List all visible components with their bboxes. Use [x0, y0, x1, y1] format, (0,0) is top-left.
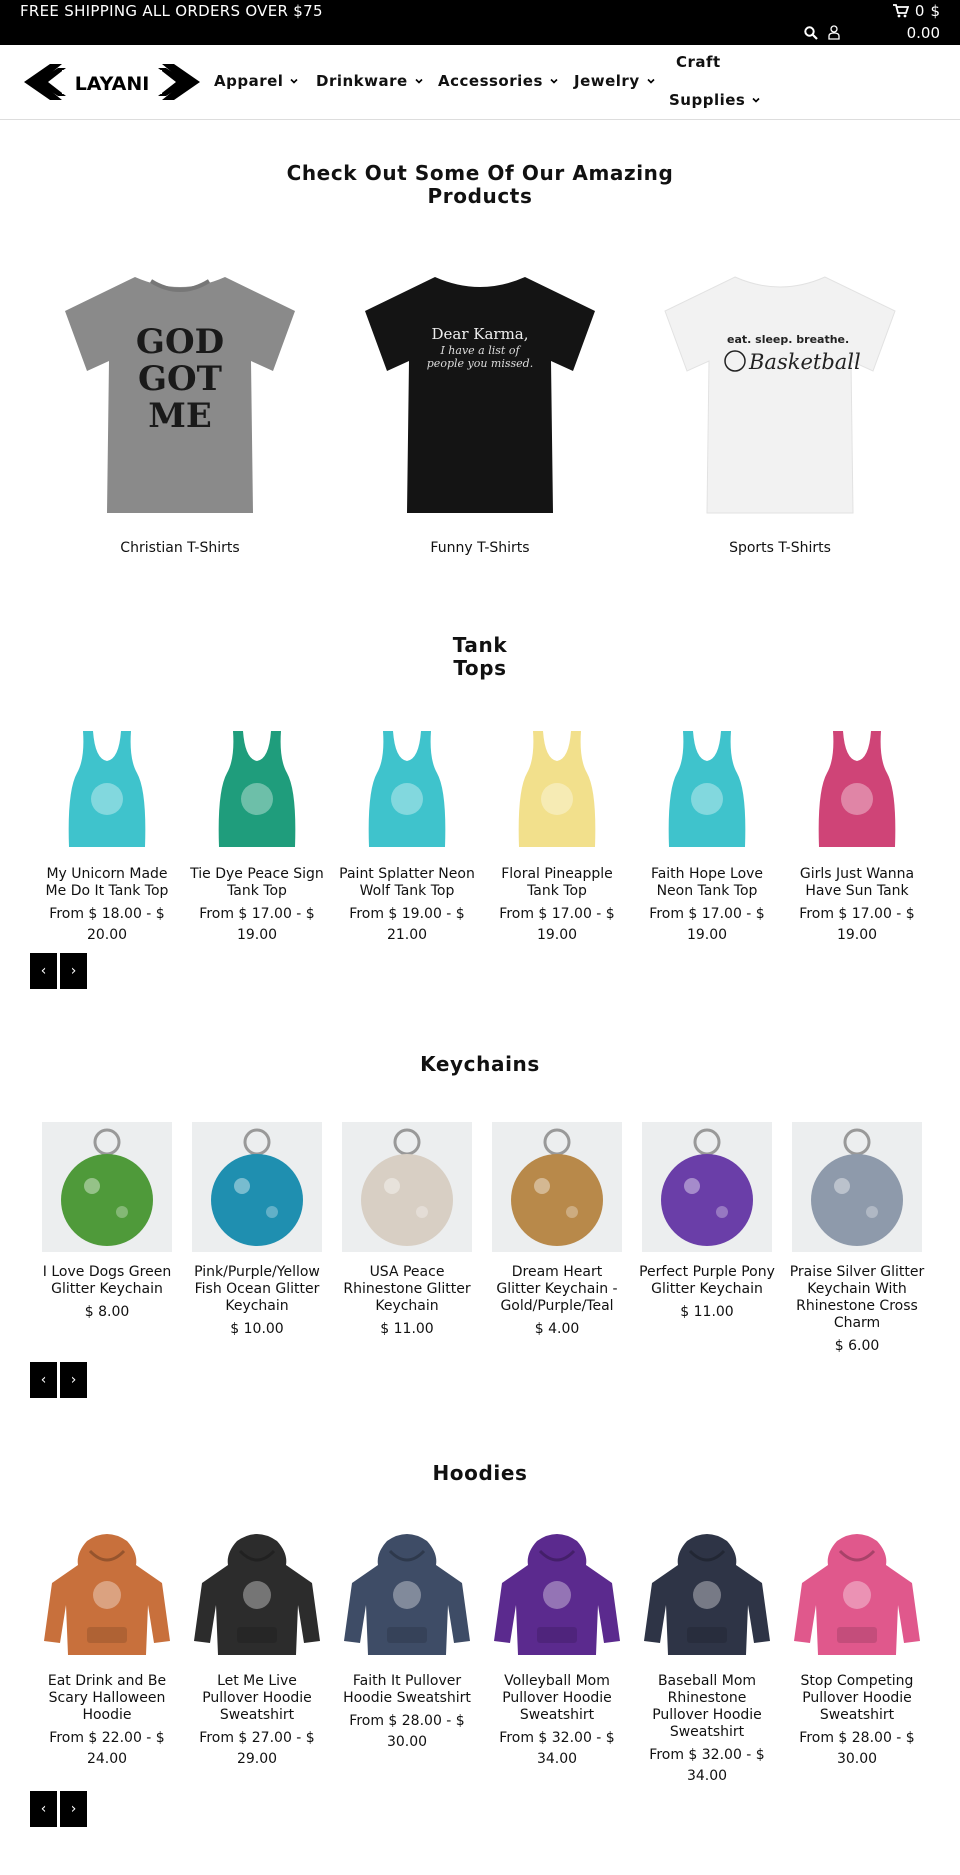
price-range-start: From $ 17.00 - $: [499, 906, 615, 922]
product-price: [788, 1336, 926, 1357]
product-card[interactable]: [788, 724, 926, 946]
product-image[interactable]: [492, 1122, 622, 1252]
product-card[interactable]: [788, 1531, 926, 1770]
price-value: $ 11.00: [680, 1304, 734, 1320]
product-image[interactable]: [792, 724, 922, 854]
shirt-print-line2: I have a list of: [440, 344, 520, 357]
product-image[interactable]: [192, 1531, 322, 1661]
product-image[interactable]: [642, 1122, 772, 1252]
feature-sports[interactable]: [645, 258, 915, 556]
product-name[interactable]: My Unicorn Made Me Do It Tank Top: [45, 866, 169, 899]
product-name[interactable]: Paint Splatter Neon Wolf Tank Top: [339, 866, 475, 899]
product-image[interactable]: [342, 724, 472, 854]
product-name[interactable]: USA Peace Rhinestone Glitter Keychain: [343, 1264, 471, 1314]
product-name[interactable]: Pink/Purple/Yellow Fish Ocean Glitter Keychain: [194, 1264, 320, 1314]
nav-craft-label: Craft: [676, 53, 721, 71]
free-shipping-text: FREE SHIPPING ALL ORDERS OVER $75: [20, 2, 323, 20]
carousel-prev-button[interactable]: ‹: [30, 1362, 57, 1398]
product-image[interactable]: [792, 1122, 922, 1252]
shirt-print-line2: GOT: [138, 359, 222, 399]
product-image[interactable]: [492, 1531, 622, 1661]
feature-christian[interactable]: [45, 258, 315, 556]
product-card[interactable]: [188, 1122, 326, 1340]
price-range-end: 34.00: [536, 1751, 578, 1767]
carousel-next-button[interactable]: ›: [60, 1362, 87, 1398]
cart-summary[interactable]: [893, 2, 940, 20]
featured-title: [0, 162, 960, 208]
product-name[interactable]: Eat Drink and Be Scary Halloween Hoodie: [47, 1673, 167, 1723]
price-value: $ 8.00: [84, 1304, 130, 1320]
feature-caption[interactable]: Christian T-Shirts: [120, 540, 240, 556]
cart-total: 0.00: [906, 24, 940, 42]
tshirt-image[interactable]: [645, 258, 915, 528]
keychains-title: Keychains: [420, 1052, 540, 1076]
nav-drinkware[interactable]: [316, 72, 424, 90]
product-card[interactable]: [488, 1531, 626, 1770]
tshirt-image[interactable]: [345, 258, 615, 528]
user-icon[interactable]: [828, 25, 840, 40]
cart-icon[interactable]: [893, 4, 909, 18]
chevron-down-icon: [646, 76, 656, 86]
product-price: [38, 904, 176, 946]
tank-carousel-controls: [30, 953, 87, 989]
feature-caption[interactable]: Sports T-Shirts: [729, 540, 831, 556]
product-image[interactable]: [642, 1531, 772, 1661]
product-image[interactable]: [342, 1531, 472, 1661]
product-card[interactable]: [638, 724, 776, 946]
tank-tops-title: [0, 634, 960, 680]
product-card[interactable]: [38, 1531, 176, 1770]
product-card[interactable]: [338, 1531, 476, 1753]
product-image[interactable]: [342, 1122, 472, 1252]
price-range-start: From $ 17.00 - $: [199, 906, 315, 922]
nav-jewelry-label: Jewelry: [574, 72, 640, 90]
product-price: [338, 1319, 476, 1340]
feature-caption[interactable]: Funny T-Shirts: [430, 540, 530, 556]
product-name[interactable]: Stop Competing Pullover Hoodie Sweatshirt: [800, 1673, 914, 1723]
product-card[interactable]: [338, 724, 476, 946]
shirt-print-line3: ME: [148, 396, 212, 436]
price-value: $ 6.00: [834, 1338, 880, 1354]
product-price: [788, 904, 926, 946]
product-image[interactable]: [42, 1122, 172, 1252]
shirt-print-line1: GOD: [135, 322, 225, 362]
shirt-print-line3: people you missed.: [426, 357, 534, 370]
product-card[interactable]: [638, 1531, 776, 1787]
carousel-next-button[interactable]: ›: [60, 1791, 87, 1827]
tshirt-image[interactable]: [45, 258, 315, 528]
nav-accessories[interactable]: [438, 72, 559, 90]
nav-craft-supplies-line1[interactable]: [676, 53, 721, 71]
shirt-print-line1: Dear Karma,: [431, 325, 529, 343]
price-range-end: 19.00: [686, 927, 728, 943]
search-icon[interactable]: [804, 26, 818, 40]
product-card[interactable]: [338, 1122, 476, 1340]
price-range-end: 19.00: [536, 927, 578, 943]
product-image[interactable]: [492, 724, 622, 854]
chevron-down-icon: [751, 95, 761, 105]
product-card[interactable]: [488, 724, 626, 946]
price-value: $ 4.00: [534, 1321, 580, 1337]
product-price: [338, 1711, 476, 1753]
product-price: [188, 904, 326, 946]
shirt-print-line2: Basketball: [749, 350, 861, 374]
product-price: [638, 904, 776, 946]
price-range-start: From $ 27.00 - $: [199, 1730, 315, 1746]
product-name[interactable]: Faith It Pullover Hoodie Sweatshirt: [343, 1673, 471, 1706]
price-range-start: From $ 19.00 - $: [349, 906, 465, 922]
product-price: [338, 904, 476, 946]
price-range-start: From $ 17.00 - $: [799, 906, 915, 922]
price-range-start: From $ 17.00 - $: [649, 906, 765, 922]
price-range-end: 34.00: [686, 1768, 728, 1784]
product-price: [38, 1728, 176, 1770]
product-card[interactable]: [638, 1122, 776, 1323]
logo-text: LAYANI: [74, 73, 150, 95]
carousel-next-button[interactable]: ›: [60, 953, 87, 989]
price-range-start: From $ 22.00 - $: [49, 1730, 165, 1746]
product-price: [788, 1728, 926, 1770]
nav-craft-supplies[interactable]: [669, 91, 761, 109]
carousel-prev-button[interactable]: ‹: [30, 953, 57, 989]
price-range-end: 30.00: [386, 1734, 428, 1750]
nav-apparel[interactable]: [214, 72, 299, 90]
price-range-start: From $ 28.00 - $: [799, 1730, 915, 1746]
product-image[interactable]: [42, 724, 172, 854]
product-name[interactable]: Perfect Purple Pony Glitter Keychain: [639, 1264, 775, 1297]
product-card[interactable]: [788, 1122, 926, 1357]
product-price: [638, 1302, 776, 1323]
product-image[interactable]: [642, 724, 772, 854]
chevron-down-icon: [414, 76, 424, 86]
price-range-end: 29.00: [236, 1751, 278, 1767]
product-card[interactable]: [38, 1122, 176, 1323]
tank-tops-title-line2: Tops: [453, 656, 507, 680]
product-name[interactable]: Dream Heart Glitter Keychain - Gold/Purple/Teal: [496, 1264, 618, 1314]
product-price: [188, 1728, 326, 1770]
product-price: [188, 1319, 326, 1340]
product-name[interactable]: Girls Just Wanna Have Sun Tank: [799, 866, 915, 899]
price-range-end: 20.00: [86, 927, 128, 943]
price-range-end: 24.00: [86, 1751, 128, 1767]
product-image[interactable]: [792, 1531, 922, 1661]
nav-supplies-label: Supplies: [669, 91, 746, 109]
price-value: $ 10.00: [230, 1321, 284, 1337]
product-name[interactable]: Let Me Live Pullover Hoodie Sweatshirt: [202, 1673, 312, 1723]
product-name[interactable]: Faith Hope Love Neon Tank Top: [650, 866, 764, 899]
currency-symbol: $: [930, 2, 940, 20]
product-card[interactable]: [488, 1122, 626, 1340]
price-range-start: From $ 18.00 - $: [49, 906, 165, 922]
product-name[interactable]: Floral Pineapple Tank Top: [501, 866, 613, 899]
product-price: [488, 1728, 626, 1770]
nav-accessories-label: Accessories: [438, 72, 543, 90]
product-name[interactable]: Tie Dye Peace Sign Tank Top: [190, 866, 324, 899]
shirt-print-line1: eat. sleep. breathe.: [727, 333, 850, 346]
product-image[interactable]: [192, 1122, 322, 1252]
price-value: $ 11.00: [380, 1321, 434, 1337]
featured-title-line1: Check Out Some Of Our Amazing: [286, 161, 674, 185]
hoodie-carousel-controls: [30, 1791, 87, 1827]
nav-drinkware-label: Drinkware: [316, 72, 408, 90]
product-image[interactable]: [42, 1531, 172, 1661]
keychain-carousel-controls: [30, 1362, 87, 1398]
site-header: [0, 45, 960, 120]
product-card[interactable]: [188, 724, 326, 946]
announcement-bar: [0, 0, 960, 45]
carousel-prev-button[interactable]: ‹: [30, 1791, 57, 1827]
product-price: [488, 1319, 626, 1340]
product-name[interactable]: Praise Silver Glitter Keychain With Rhinestone Cross Charm: [789, 1264, 925, 1331]
price-range-end: 19.00: [236, 927, 278, 943]
chevron-down-icon: [289, 76, 299, 86]
site-logo[interactable]: [22, 62, 202, 102]
product-name[interactable]: I Love Dogs Green Glitter Keychain: [42, 1264, 172, 1297]
product-card[interactable]: [188, 1531, 326, 1770]
product-image[interactable]: [192, 724, 322, 854]
price-range-start: From $ 28.00 - $: [349, 1713, 465, 1729]
product-card[interactable]: [38, 724, 176, 946]
product-name[interactable]: Volleyball Mom Pullover Hoodie Sweatshirt: [502, 1673, 612, 1723]
price-range-end: 21.00: [386, 927, 428, 943]
product-price: [638, 1745, 776, 1787]
tank-tops-title-line1: Tank: [452, 633, 508, 657]
chevron-down-icon: [549, 76, 559, 86]
price-range-end: 30.00: [836, 1751, 878, 1767]
nav-apparel-label: Apparel: [214, 72, 284, 90]
nav-jewelry[interactable]: [574, 72, 656, 90]
price-range-end: 19.00: [836, 927, 878, 943]
price-range-start: From $ 32.00 - $: [649, 1747, 765, 1763]
feature-funny[interactable]: [345, 258, 615, 556]
product-name[interactable]: Baseball Mom Rhinestone Pullover Hoodie Sweatshirt: [652, 1673, 762, 1740]
cart-count: 0: [914, 2, 925, 20]
featured-title-line2: Products: [427, 184, 533, 208]
product-price: [38, 1302, 176, 1323]
hoodies-title: Hoodies: [432, 1461, 528, 1485]
price-range-start: From $ 32.00 - $: [499, 1730, 615, 1746]
product-price: [488, 904, 626, 946]
